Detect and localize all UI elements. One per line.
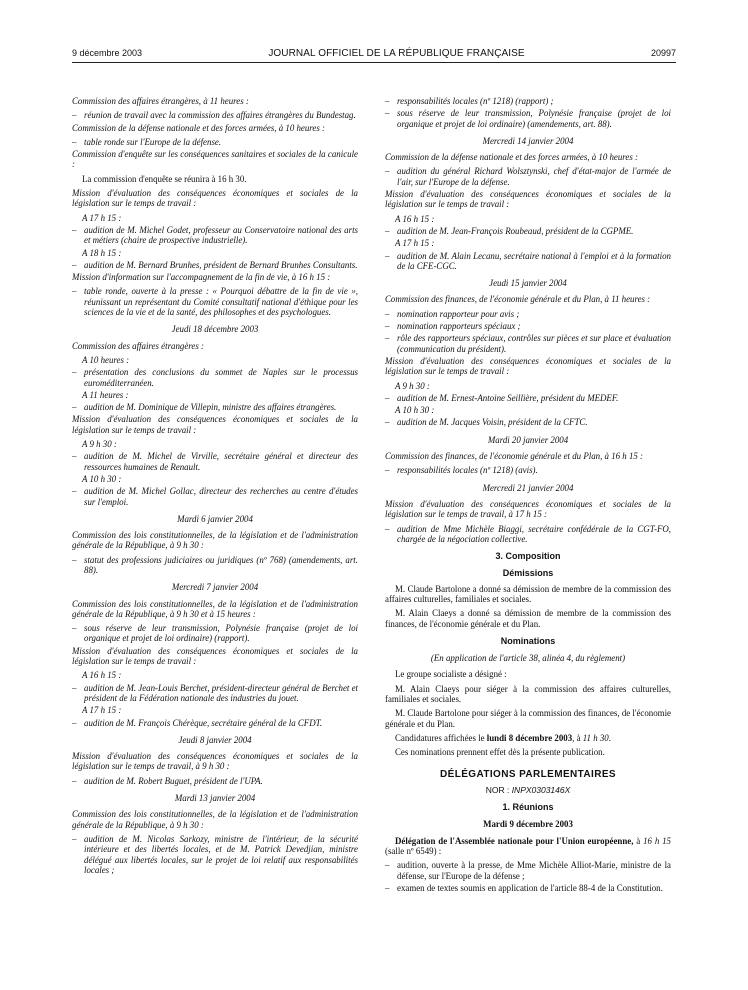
agenda-time: A 18 h 15 : (82, 247, 122, 258)
journal-title: JOURNAL OFFICIEL DE LA RÉPUBLIQUE FRANÇAISE (268, 48, 525, 59)
agenda-time: A 10 heures : (82, 354, 130, 365)
delegation-name: Délégation de l'Assemblée nationale pour l'Union européenne, (395, 835, 634, 846)
agenda-heading: Mission d'évaluation des conséquences économiques et sociales de la législation sur le temps de travail, à 9 h 30 : (72, 751, 358, 772)
agenda-time: A 17 h 15 : (395, 238, 435, 249)
agenda-item: – audition de M. Michel Gollac, directeur des recherches au centre d'études sur l'emploi. (72, 486, 358, 507)
agenda-heading: Mission d'évaluation des conséquences économiques et sociales de la législation sur le temps de travail : (72, 188, 358, 209)
agenda-item: – statut des professions judiciaires ou juridiques (nº 768) (amendements, art. 88). (72, 555, 358, 576)
agenda-item: – audition de M. Robert Buguet, président de l'UPA. (72, 776, 358, 786)
agenda-heading: Mission d'évaluation des conséquences économiques et sociales de la législation sur le temps de travail : (385, 355, 671, 377)
agenda-heading: Commission des affaires étrangères, à 11 heures : (72, 96, 249, 106)
agenda-item: – audition de M. Alain Lecanu, secrétaire national à l'emploi et à la formation de la CFE-CGC. (385, 251, 671, 272)
nomination-text: M. Claude Bartolone pour siéger à la commission des finances, de l'économie générale et du Plan. (385, 708, 671, 729)
agenda-item: – audition de M. Jean-Louis Berchet, président-directeur général de Berchet et président de la Fédération nationale des industries du jouet. (72, 683, 358, 704)
agenda-text: La commission d'enquête se réunira à 16 h 30. (82, 173, 247, 184)
agenda-time: A 9 h 30 : (395, 380, 430, 391)
agenda-item: – sous réserve de leur transmission, Polynésie française (projet de loi organique et projet de loi ordinaire) (rapport). (72, 623, 358, 644)
date-heading: Jeudi 15 janvier 2004 (489, 278, 567, 289)
candidatures-time: 11 h 30 (582, 732, 609, 743)
agenda-item: – table ronde, ouverte à la presse : « Pourquoi débattre de la fin de vie », réunissant un représentant du Comité consultatif national d'éthique pour les sciences de la vie et de la santé, des philosophes et des psychologues. (72, 286, 358, 317)
composition-title: 3. Composition (495, 551, 561, 562)
date-heading: Mercredi 21 janvier 2004 (482, 482, 574, 493)
agenda-heading: Mission d'évaluation des conséquences économiques et sociales de la législation sur le temps de travail, à 17 h 15 : (385, 498, 671, 520)
date-heading: Mercredi 14 janvier 2004 (482, 135, 574, 146)
agenda-item: – examen de textes soumis en application de l'article 88-4 de la Constitution. (385, 883, 671, 893)
delegation-heading (385, 836, 671, 857)
agenda-time: A 11 heures : (82, 389, 129, 400)
agenda-item: – audition de M. Michel de Virville, secrétaire général et directeur des ressources humaines de Renault. (72, 451, 358, 472)
right-column (385, 96, 671, 895)
agenda-time: A 16 h 15 : (395, 213, 435, 224)
date-heading: Mardi 20 janvier 2004 (487, 434, 569, 445)
agenda-item: – audition du général Richard Wolsztynski, chef d'état-major de l'armée de l'air, sur l'Europe de la défense. (385, 166, 671, 187)
candidatures-end: . (608, 732, 611, 743)
nor-code: INPX0303146X (511, 784, 571, 795)
agenda-item: – audition de Mme Michèle Biaggi, secrétaire confédérale de la CGT-FO, chargée de la négociation collective. (385, 524, 671, 545)
agenda-item: – audition de M. Dominique de Villepin, ministre des affaires étrangères. (72, 402, 358, 412)
agenda-heading: Commission des finances, de l'économie générale et du Plan, à 11 heures : (385, 294, 651, 305)
page-number: 20997 (650, 48, 676, 58)
agenda-item: – nomination rapporteur pour avis ; (385, 309, 671, 319)
date-heading: Mardi 13 janvier 2004 (174, 793, 256, 804)
agenda-item: – responsabilités locales (nº 1218) (rapport) ; (385, 96, 671, 106)
candidatures-sep: , à (572, 732, 583, 743)
agenda-heading: Mission d'information sur l'accompagnement de la fin de vie, à 16 h 15 : (72, 272, 331, 283)
left-column (72, 96, 358, 877)
agenda-time: A 17 h 15 : (82, 705, 122, 716)
agenda-item: – audition de M. Bernard Brunhes, président de Bernard Brunhes Consultants. (72, 260, 358, 270)
agenda-item: – audition de M. Nicolas Sarkozy, ministre de l'intérieur, de la sécurité intérieure et des libertés locales, et de M. Patrick Devedjian, ministre délégué aux libertés locales, sur le projet de loi relatif aux responsabilités locales ; (72, 834, 358, 875)
date-heading: Mardi 6 janvier 2004 (177, 513, 253, 524)
agenda-item: – sous réserve de leur transmission, Polynésie française (projet de loi organique et projet de loi ordinaire) (amendements, art. 88). (385, 108, 671, 129)
agenda-heading: Commission des lois constitutionnelles, de la législation et de l'administration générale de la République, à 9 h 30 : (72, 809, 358, 830)
meetings-title: 1. Réunions (502, 802, 554, 813)
agenda-item: – rôle des rapporteurs spéciaux, contrôles sur pièces et sur place et évaluation (communication du président). (385, 333, 671, 354)
delegation-sep: à (633, 835, 644, 846)
agenda-item: – présentation des conclusions du sommet de Naples sur le processus euroméditerranéen. (72, 367, 358, 388)
agenda-time: A 10 h 30 : (395, 405, 435, 416)
agenda-heading: Commission des lois constitutionnelles, de la législation et de l'administration générale de la République, à 9 h 30 et à 15 heures : (72, 598, 358, 619)
header-rule (72, 62, 676, 63)
agenda-heading: Commission de la défense nationale et des forces armées, à 10 heures : (72, 122, 325, 133)
agenda-heading: Mission d'évaluation des conséquences économiques et sociales de la législation sur le temps de travail : (72, 645, 358, 667)
agenda-heading: Commission de la défense nationale et des forces armées, à 10 heures : (385, 152, 638, 163)
agenda-time: A 17 h 15 : (82, 212, 122, 223)
nomination-text: M. Alain Claeys pour siéger à la commission des affaires culturelles, familiales et sociales. (385, 683, 671, 705)
nominations-title: Nominations (500, 635, 556, 646)
agenda-item: – responsabilités locales (nº 1218) (avis). (385, 465, 671, 475)
resignations-title: Démissions (502, 568, 554, 579)
agenda-heading: Commission des affaires étrangères : (72, 340, 204, 351)
header-date: 9 décembre 2003 (72, 48, 143, 58)
page-header (72, 48, 676, 59)
agenda-item: – audition de M. Michel Godet, professeur au Conservatoire national des arts et métiers (chaire de prospective industrielle). (72, 225, 358, 246)
agenda-time: A 16 h 15 : (82, 670, 122, 681)
agenda-item: – nomination rapporteurs spéciaux ; (385, 321, 671, 331)
agenda-item: – audition de M. François Chérèque, secrétaire général de la CFDT. (72, 718, 358, 728)
nomination-candidatures (385, 733, 671, 743)
agenda-item: – audition de M. Jean-François Roubeaud, président de la CGPME. (385, 226, 671, 236)
nor-label: NOR : (485, 784, 512, 795)
candidatures-prefix: Candidatures affichées le (395, 732, 487, 743)
agenda-item: – audition de M. Jacques Voisin, président de la CFTC. (385, 417, 671, 427)
agenda-heading: Commission des finances, de l'économie générale et du Plan, à 16 h 15 : (385, 451, 643, 462)
agenda-time: A 9 h 30 : (82, 439, 117, 450)
delegation-time: 16 h 15 (643, 835, 671, 846)
agenda-item: – table ronde sur l'Europe de la défense. (72, 137, 358, 147)
candidatures-date: lundi 8 décembre 2003 (486, 732, 573, 743)
date-heading: Mercredi 7 janvier 2004 (171, 582, 259, 593)
delegations-title: DÉLÉGATIONS PARLEMENTAIRES (440, 768, 616, 780)
date-heading: Jeudi 18 décembre 2003 (171, 324, 259, 335)
agenda-item: – réunion de travail avec la commission des affaires étrangères du Bundestag. (72, 110, 358, 120)
date-heading: Jeudi 8 janvier 2004 (178, 734, 252, 745)
resignation-text: M. Claude Bartolone a donné sa démission de membre de la commission des affaires culturelles, familiales et sociales. (385, 583, 671, 604)
agenda-heading: Commission des lois constitutionnelles, de la législation et de l'administration générale de la République, à 9 h 30 : (72, 530, 358, 551)
agenda-heading: Commission d'enquête sur les conséquences sanitaires et sociales de la canicule : (72, 149, 358, 170)
agenda-heading: Mission d'évaluation des conséquences économiques et sociales de la législation sur le temps de travail : (385, 189, 671, 210)
delegation-room: (salle nº 6549) : (385, 846, 442, 857)
resignation-text: M. Alain Claeys a donné sa démission de membre de la commission des finances, de l'économie générale et du Plan. (385, 608, 671, 629)
date-heading: Mardi 9 décembre 2003 (483, 819, 573, 830)
agenda-item: – audition, ouverte à la presse, de Mme Michèle Alliot-Marie, ministre de la défense, sur l'Europe de la défense ; (385, 860, 671, 881)
agenda-item: – audition de M. Ernest-Antoine Seillière, président du MEDEF. (385, 393, 671, 403)
agenda-heading: Mission d'évaluation des conséquences économiques et sociales de la législation sur le temps de travail : (72, 414, 358, 435)
nomination-text: Le groupe socialiste a désigné : (395, 669, 507, 680)
nor-reference (385, 785, 671, 795)
nomination-text: Ces nominations prennent effet dès la présente publication. (395, 747, 605, 758)
nominations-subtitle: (En application de l'article 38, alinéa 4, du règlement) (430, 653, 626, 664)
agenda-time: A 10 h 30 : (82, 473, 122, 484)
